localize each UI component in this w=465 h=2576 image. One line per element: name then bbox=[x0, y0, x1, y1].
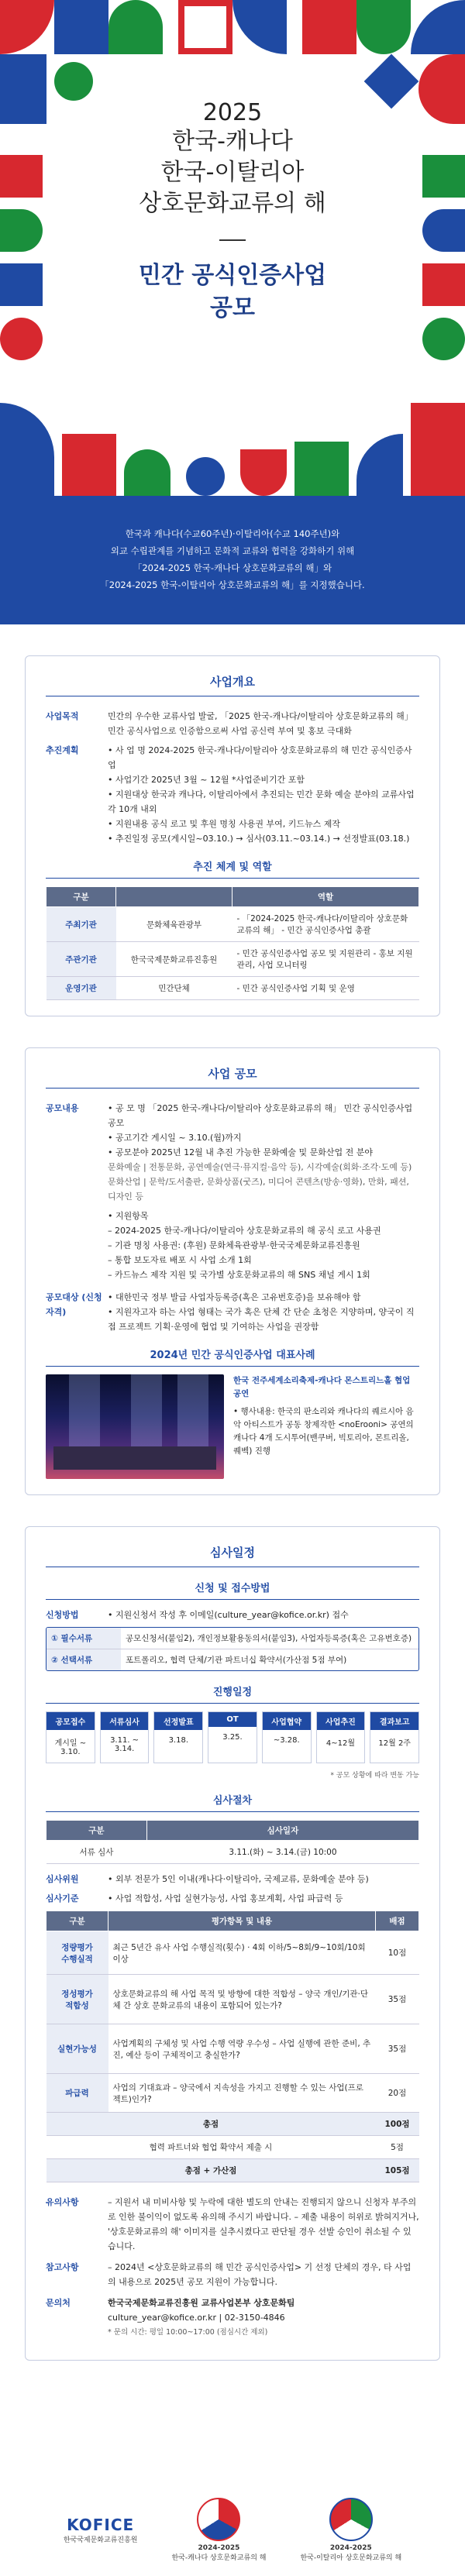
content-item: • 지원항목 bbox=[108, 1211, 149, 1221]
table-cell: - 민간 공식인증사업 공모 및 지원관리 - 홍보 지원 관리, 사업 모니터링 bbox=[232, 942, 419, 977]
content-item: 문화예술 | 전통문화, 공연예술(연극·뮤지컬·음악 등), 시각예술(회화·조각·도예 등) bbox=[108, 1162, 412, 1172]
deco-tile bbox=[0, 403, 54, 496]
step-head: OT bbox=[208, 1712, 257, 1727]
table-cell: - 「2024-2025 한국-캐나다/이탈리아 상호문화교류의 해」 - 민간 공식인증사업 총괄 bbox=[232, 907, 419, 942]
purpose-value: 민간의 우수한 교류사업 발굴, 「2025 한국-캐나다/이탈리아 상호문화교류의 해」 민간 공식사업으로 인증함으로써 사업 공신력 부여 및 홍보 극대화 bbox=[108, 711, 413, 736]
table-row bbox=[46, 2159, 419, 2182]
table-row bbox=[46, 942, 419, 977]
table-cell bbox=[46, 1975, 108, 2024]
optional-docs-value: 포트폴리오, 협력 단체/기관 파트너십 확약서(가산점 5점 부여) bbox=[126, 1656, 347, 1665]
section-title-text: 심사일정 bbox=[210, 1546, 255, 1560]
table-cell: 3.11.(화) ~ 3.14.(금) 10:00 bbox=[146, 1841, 418, 1864]
table-row bbox=[46, 2136, 419, 2159]
step-head: 공모접수 bbox=[46, 1712, 95, 1730]
hero-sub-1: 민간 공식인증사업 bbox=[138, 262, 327, 289]
section-title-text: 사업개요 bbox=[210, 675, 255, 689]
content-item: – 기관 명칭 사용권: (후원) 문화체육관광부·한국국제문화교류진흥원 bbox=[108, 1240, 360, 1250]
schedule-title bbox=[46, 1684, 419, 1704]
procedure-title bbox=[46, 1792, 419, 1812]
table-row bbox=[46, 2074, 419, 2113]
content-item: 문화산업 | 문학/도서출판, 문화상품(굿즈), 미디어 콘텐츠(방송·영화), 만화, 패션, 디자인 등 bbox=[108, 1177, 409, 1202]
step-value: 4~12월 bbox=[326, 1739, 356, 1748]
plan-item: • 사업기간 2025년 3월 ~ 12월 *사업준비기간 포함 bbox=[108, 775, 305, 785]
system-title-text: 추진 체계 및 역할 bbox=[193, 862, 272, 873]
footer-logos bbox=[0, 2483, 465, 2576]
table-cell: 주최기관 bbox=[46, 907, 116, 942]
criteria-row bbox=[46, 1891, 419, 1906]
deco-tile bbox=[232, 0, 287, 54]
deco-tile bbox=[240, 449, 287, 496]
score-sub: 적합성 bbox=[65, 2000, 89, 2010]
plan-item: • 지원대상 한국과 캐나다, 이탈리아에서 추진되는 민간 문화 예술 분야의 교류사업 각 10개 내외 bbox=[108, 789, 415, 814]
section-title bbox=[46, 673, 419, 696]
intro-line: 외교 수립관계를 기념하고 문화적 교류와 협력을 강화하기 위해 bbox=[110, 545, 355, 556]
schedule-step bbox=[208, 1711, 257, 1763]
example-title bbox=[46, 1346, 419, 1367]
korea-italy-caption: 한국-이탈리아 상호문화교류의 해 bbox=[300, 2554, 402, 2562]
reference-row bbox=[46, 2260, 419, 2289]
korea-italy-logo bbox=[300, 2498, 401, 2562]
hero-banner bbox=[0, 0, 465, 496]
deco-tile bbox=[356, 434, 403, 496]
kofice-logo bbox=[64, 2516, 138, 2544]
contact-email[interactable]: culture_year@kofice.or.kr | 02-3150-4846 bbox=[108, 2313, 285, 2323]
table-cell: 5점 bbox=[376, 2136, 419, 2159]
example-photo bbox=[46, 1374, 224, 1479]
korea-canada-logo bbox=[171, 2498, 266, 2562]
table-cell: - 민간 공식인증사업 기획 및 운영 bbox=[232, 977, 419, 1000]
apply-row bbox=[46, 1608, 419, 1622]
hero-year: 2025 bbox=[202, 99, 263, 126]
schedule-step bbox=[153, 1711, 203, 1763]
table-cell: 문화체육관광부 bbox=[116, 907, 232, 942]
step-value: 게시일 ~ 3.10. bbox=[54, 1739, 87, 1756]
contact-block bbox=[108, 2296, 419, 2340]
korea-italy-emblem bbox=[329, 2498, 373, 2541]
korea-italy-year: 2024-2025 bbox=[329, 2543, 372, 2552]
criteria-label: 심사기준 bbox=[46, 1893, 79, 1904]
plan-label: 추진계획 bbox=[46, 745, 79, 755]
deco-tile bbox=[62, 434, 116, 496]
table-header: 배점 bbox=[376, 1911, 419, 1931]
content-list bbox=[108, 1101, 419, 1282]
documents-box bbox=[46, 1627, 419, 1671]
contact-row bbox=[46, 2296, 419, 2340]
system-table bbox=[46, 886, 419, 1000]
procedure-table bbox=[46, 1820, 419, 1864]
table-cell: 사업의 기대효과 – 양국에서 지속성을 가지고 진행할 수 있는 사업(프로젝트)인가? bbox=[108, 2074, 376, 2113]
plan-item: • 지원내용 공식 로고 및 후원 명칭 사용권 부여, 키드뉴스 제작 bbox=[108, 819, 340, 829]
apply-label: 신청방법 bbox=[46, 1610, 79, 1620]
schedule-step bbox=[100, 1711, 150, 1763]
table-cell: 운영기관 bbox=[46, 977, 116, 1000]
deco-tile bbox=[0, 0, 54, 54]
table-header: 구분 bbox=[46, 1911, 108, 1931]
apply-value: • 지원신청서 작성 후 이메일(culture_year@kofice.or.kr) 접수 bbox=[108, 1610, 349, 1620]
content-item: – 카드뉴스 제작 지원 및 국가별 상호문화교류의 해 SNS 채널 게시 1회 bbox=[108, 1270, 370, 1280]
score-sub: 수행실적 bbox=[61, 1954, 93, 1964]
table-cell: 총점 + 가산점 bbox=[46, 2159, 376, 2182]
system-title bbox=[46, 858, 419, 879]
table-cell: 상호문화교류의 해 사업 목적 및 방향에 대한 적합성 – 양국 개인/기관·단체 간 상호 문화교류의 내용이 포함되어 있는가? bbox=[108, 1975, 376, 2024]
korea-canada-caption: 한국-캐나다 상호문화교류의 해 bbox=[171, 2554, 267, 2562]
table-cell: 민간단체 bbox=[116, 977, 232, 1000]
plan-row bbox=[46, 743, 419, 846]
schedule-steps bbox=[46, 1711, 419, 1763]
hero-title bbox=[0, 99, 465, 325]
deco-tile bbox=[411, 403, 465, 496]
review-section bbox=[0, 1495, 465, 2361]
table-cell: 총점 bbox=[46, 2113, 376, 2136]
kofice-logo-caption: 한국국제문화교류진흥원 bbox=[63, 2536, 138, 2544]
recruit-card bbox=[25, 1047, 440, 1495]
schedule-title-text: 진행일정 bbox=[212, 1687, 253, 1698]
step-head: 결과보고 bbox=[370, 1712, 418, 1730]
hero-divider bbox=[219, 239, 246, 241]
intro-line: 「2024-2025 한국-이탈리아 상호문화교류의 해」를 지정했습니다. bbox=[100, 580, 365, 590]
deco-tile bbox=[302, 0, 356, 54]
review-card bbox=[25, 1526, 440, 2361]
deco-tile bbox=[178, 0, 232, 54]
table-row bbox=[46, 977, 419, 1000]
table-cell: 최근 5년간 유사 사업 수행실적(횟수) · 4회 이하/5~8회/9~10회/10회 이상 bbox=[108, 1931, 376, 1975]
required-docs-label: ① 필수서류 bbox=[46, 1628, 121, 1649]
step-head: 사업추진 bbox=[317, 1712, 365, 1730]
reference-label: 참고사항 bbox=[46, 2262, 79, 2272]
purpose-label: 사업목적 bbox=[46, 711, 79, 721]
member-label: 심사위원 bbox=[46, 1874, 79, 1884]
table-cell: 주관기관 bbox=[46, 942, 116, 977]
optional-docs-row bbox=[46, 1649, 418, 1670]
deco-tile bbox=[411, 0, 465, 54]
kofice-logo-mark: KOFICE bbox=[67, 2515, 135, 2534]
procedure-title-text: 심사절차 bbox=[212, 1795, 253, 1807]
contact-hours: * 문의 시간: 평일 10:00~17:00 (점심시간 제외) bbox=[108, 2328, 268, 2337]
content-item: • 공고기간 게시일 ~ 3.10.(월)까지 bbox=[108, 1133, 242, 1143]
deco-tile bbox=[294, 442, 349, 496]
step-value: 3.25. bbox=[222, 1733, 243, 1742]
overview-section bbox=[0, 624, 465, 1016]
intro-line: 한국과 캐나다(수교60주년)·이탈리아(수교 140주년)와 bbox=[125, 528, 340, 539]
schedule-step bbox=[316, 1711, 366, 1763]
hero-line-2: 한국-이탈리아 bbox=[160, 159, 305, 186]
required-docs-row bbox=[46, 1628, 418, 1649]
deco-tile bbox=[54, 62, 93, 101]
contact-label: 문의처 bbox=[46, 2298, 71, 2308]
intro-line: 「2024-2025 한국-캐나다 상호문화교류의 해」와 bbox=[133, 562, 332, 573]
target-row bbox=[46, 1290, 419, 1334]
member-row bbox=[46, 1872, 419, 1886]
table-cell: 협력 파트너와 협업 확약서 제출 시 bbox=[46, 2136, 376, 2159]
section-title bbox=[46, 1544, 419, 1567]
reference-value: – 2024년 <상호문화교류의 해 민간 공식인증사업> 기 선정 단체의 경우, 타 사업의 내용으로 2025년 공모 지원이 가능합니다. bbox=[108, 2262, 412, 2287]
caution-row bbox=[46, 2195, 419, 2254]
deco-tile bbox=[356, 0, 411, 54]
purpose-row bbox=[46, 709, 419, 738]
hero-line-3: 상호문화교류의 해 bbox=[139, 190, 326, 217]
table-row bbox=[46, 1975, 419, 2024]
plan-list bbox=[108, 743, 419, 846]
example-title-text: 2024년 민간 공식인증사업 대표사례 bbox=[150, 1350, 315, 1361]
step-value: 12월 2주 bbox=[378, 1739, 411, 1748]
plan-item: • 추진일정 공모(게시일~03.10.) → 심사(03.11.~03.14.) → 선정발표(03.18.) bbox=[108, 834, 410, 844]
target-label: 공모대상 (신청자격) bbox=[46, 1292, 102, 1317]
section-title-text: 사업 공모 bbox=[208, 1067, 257, 1081]
score-group: 정량평가 bbox=[61, 1942, 93, 1952]
content-item: – 2024-2025 한국-캐나다/이탈리아 상호문화교류의 해 공식 로고 사용권 bbox=[108, 1226, 381, 1236]
deco-tile bbox=[186, 457, 225, 496]
member-value: • 외부 전문가 5인 이내(캐나다·이탈리아, 국제교류, 문화예술 분야 등) bbox=[108, 1874, 369, 1884]
table-cell bbox=[46, 1931, 108, 1975]
table-header: 심사일자 bbox=[146, 1821, 418, 1841]
target-item: • 지원자고자 하는 사업 형태는 국가 혹은 단체 간 단순 초청은 지양하며, 양국이 직접 프로젝트 기획·운영에 협업 및 기여하는 사업을 권장함 bbox=[108, 1307, 415, 1332]
table-cell: 사업계획의 구체성 및 사업 수행 역량 우수성 – 사업 실행에 관한 준비, 추진, 예산 등이 구체적이고 충실한가? bbox=[108, 2024, 376, 2074]
content-item: • 공 모 명 「2025 한국-캐나다/이탈리아 상호문화교류의 해」 민간 공식인증사업 공모 bbox=[108, 1103, 413, 1128]
table-row bbox=[46, 1931, 419, 1975]
target-list bbox=[108, 1290, 419, 1334]
recruit-section bbox=[0, 1016, 465, 1495]
table-header: 평가항목 및 내용 bbox=[108, 1911, 376, 1931]
example-text bbox=[233, 1374, 419, 1479]
schedule-step bbox=[370, 1711, 419, 1763]
content-label: 공모내용 bbox=[46, 1103, 79, 1113]
deco-tile bbox=[54, 0, 108, 54]
deco-tile bbox=[108, 0, 163, 54]
content-item: • 공모분야 2025년 12월 내 추진 가능한 문화예술 및 문화산업 전 분야 bbox=[108, 1147, 373, 1157]
required-docs-value: 공모신청서(붙임2), 개인정보활용동의서(붙임3), 사업자등록증(혹은 고유번호증) bbox=[126, 1634, 412, 1643]
schedule-step bbox=[262, 1711, 312, 1763]
content-item: – 통합 보도자료 배포 시 사업 소개 1회 bbox=[108, 1255, 252, 1265]
apply-title-text: 신청 및 접수방법 bbox=[195, 1583, 270, 1594]
table-cell: 10점 bbox=[376, 1931, 419, 1975]
step-head: 서류심사 bbox=[101, 1712, 149, 1730]
schedule-step bbox=[46, 1711, 95, 1763]
table-cell: 실현가능성 bbox=[46, 2024, 108, 2074]
optional-docs-label: ② 선택서류 bbox=[46, 1649, 121, 1670]
korea-canada-emblem bbox=[197, 2498, 240, 2541]
table-cell: 한국국제문화교류진흥원 bbox=[116, 942, 232, 977]
table-cell: 35점 bbox=[376, 2024, 419, 2074]
table-header: 구분 bbox=[46, 1821, 147, 1841]
score-group: 정성평가 bbox=[61, 1989, 93, 1999]
table-cell: 35점 bbox=[376, 1975, 419, 2024]
korea-canada-year: 2024-2025 bbox=[198, 2543, 240, 2552]
caution-label: 유의사항 bbox=[46, 2197, 79, 2207]
table-cell: 서류 심사 bbox=[46, 1841, 147, 1864]
step-value: ~3.28. bbox=[273, 1736, 300, 1745]
example-detail: • 행사내용: 한국의 판소리와 캐나다의 퀘르시아 음악 아티스트가 공동 창제작한 <noErooni> 공연의 캐나다 4개 도시투어(밴쿠버, 빅토리아, 몬트리올, 퀘벡) 진행 bbox=[233, 1407, 414, 1456]
criteria-value: • 사업 적합성, 사업 실현가능성, 사업 홍보계획, 사업 파급력 등 bbox=[108, 1893, 343, 1904]
section-title bbox=[46, 1065, 419, 1089]
content-row bbox=[46, 1101, 419, 1282]
intro-band bbox=[0, 496, 465, 624]
table-cell: 파급력 bbox=[46, 2074, 108, 2113]
table-header: 구분 bbox=[46, 887, 116, 907]
plan-item: • 사 업 명 2024-2025 한국-캐나다/이탈리아 상호문화교류의 해 민간 공식인증사업 bbox=[108, 745, 412, 770]
step-head: 사업협약 bbox=[263, 1712, 311, 1730]
target-item: • 대한민국 정부 발급 사업자등록증(혹은 고유번호증)을 보유해야 함 bbox=[108, 1292, 361, 1302]
score-table bbox=[46, 1911, 419, 2182]
table-row bbox=[46, 2024, 419, 2074]
table-cell: 20점 bbox=[376, 2074, 419, 2113]
example-block bbox=[46, 1374, 419, 1479]
table-row bbox=[46, 1841, 419, 1864]
table-row bbox=[46, 907, 419, 942]
hero-line-1: 한국-캐나다 bbox=[172, 128, 293, 155]
caution-value: – 지원서 내 미비사항 및 누락에 대한 별도의 안내는 진행되지 않으니 신청자 부주의로 인한 불이익이 없도록 유의해 주시기 바랍니다. – 제출 내용이 허위로 밝혀지거나, '상호문화교류의 해' 이미지를 실추시켰다고 판단될 경우 선발 승인이 취소될 수 있습니다. bbox=[108, 2197, 419, 2251]
step-value: 3.18. bbox=[168, 1736, 189, 1745]
overview-card bbox=[25, 655, 440, 1016]
schedule-note: * 공모 상황에 따라 변동 가능 bbox=[330, 1772, 419, 1780]
example-headline: 한국 전주세계소리축제-캐나다 몬스트리느홀 협업 공연 bbox=[233, 1376, 411, 1398]
deco-tile bbox=[124, 449, 170, 496]
step-value: 3.11. ~ 3.14. bbox=[110, 1736, 140, 1753]
table-row bbox=[46, 2113, 419, 2136]
hero-sub-2: 공모 bbox=[210, 294, 255, 322]
table-header: 역할 bbox=[232, 887, 419, 907]
apply-title bbox=[46, 1580, 419, 1600]
table-cell: 100점 bbox=[376, 2113, 419, 2136]
step-head: 선정발표 bbox=[154, 1712, 202, 1730]
table-cell: 105점 bbox=[376, 2159, 419, 2182]
contact-team: 한국국제문화교류진흥원 교류사업본부 상호문화팀 bbox=[108, 2298, 295, 2308]
table-header bbox=[116, 887, 232, 907]
